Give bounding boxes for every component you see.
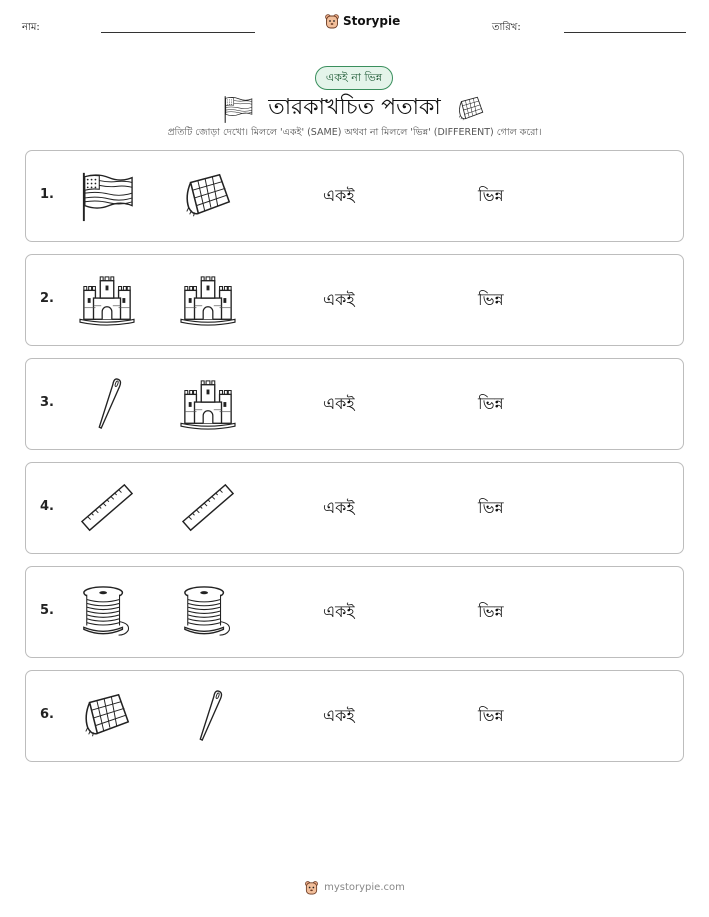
different-option[interactable]: ভিন্ন: [478, 186, 504, 205]
castle-icon: [179, 273, 237, 327]
footer-url[interactable]: mystorypie.com: [324, 882, 405, 893]
instructions: প্রতিটি জোড়া দেখো। মিললে 'একই' (SAME) অথবা না মিললে 'ভিন্ন' (DIFFERENT) গোল করো।: [167, 127, 542, 138]
different-option[interactable]: ভিন্ন: [478, 394, 504, 413]
thread-spool-icon: [179, 585, 237, 639]
name-field-line[interactable]: [101, 32, 255, 33]
question-card-1: [25, 150, 684, 242]
date-label: তারিখ:: [492, 22, 521, 33]
same-option[interactable]: একই: [323, 290, 355, 309]
date-field-line[interactable]: [564, 32, 686, 33]
title-row: [0, 90, 709, 127]
flag-icon: [222, 94, 254, 124]
quilt-icon: [179, 169, 237, 223]
question-number: 1.: [40, 187, 54, 202]
worksheet-type-badge: একই না ভিন্ন: [315, 66, 393, 90]
question-card-4: [25, 462, 684, 554]
thread-spool-icon: [78, 585, 136, 639]
name-label: নাম:: [22, 22, 40, 33]
question-number: 3.: [40, 395, 54, 410]
needle-icon: [179, 689, 237, 743]
question-number: 5.: [40, 603, 54, 618]
same-option[interactable]: একই: [323, 186, 355, 205]
castle-icon: [179, 377, 237, 431]
footer: [0, 880, 709, 895]
brand-name: Storypie: [343, 14, 401, 28]
question-card-3: [25, 358, 684, 450]
bear-logo-icon: [304, 880, 319, 895]
ruler-icon: [179, 481, 237, 535]
question-card-5: [25, 566, 684, 658]
flag-icon: [78, 169, 136, 223]
same-option[interactable]: একই: [323, 394, 355, 413]
different-option[interactable]: ভিন্ন: [478, 706, 504, 725]
different-option[interactable]: ভিন্ন: [478, 602, 504, 621]
same-option[interactable]: একই: [323, 602, 355, 621]
question-number: 6.: [40, 707, 54, 722]
same-option[interactable]: একই: [323, 498, 355, 517]
question-card-6: [25, 670, 684, 762]
brand-logo: [324, 13, 400, 29]
same-option[interactable]: একই: [323, 706, 355, 725]
different-option[interactable]: ভিন্ন: [478, 290, 504, 309]
different-option[interactable]: ভিন্ন: [478, 498, 504, 517]
page-title: তারকাখচিত পতাকা: [268, 95, 441, 120]
needle-icon: [78, 377, 136, 431]
question-number: 2.: [40, 291, 54, 306]
castle-icon: [78, 273, 136, 327]
question-number: 4.: [40, 499, 54, 514]
ruler-icon: [78, 481, 136, 535]
quilt-icon: [455, 94, 487, 124]
quilt-icon: [78, 689, 136, 743]
question-card-2: [25, 254, 684, 346]
bear-logo-icon: [324, 13, 340, 29]
